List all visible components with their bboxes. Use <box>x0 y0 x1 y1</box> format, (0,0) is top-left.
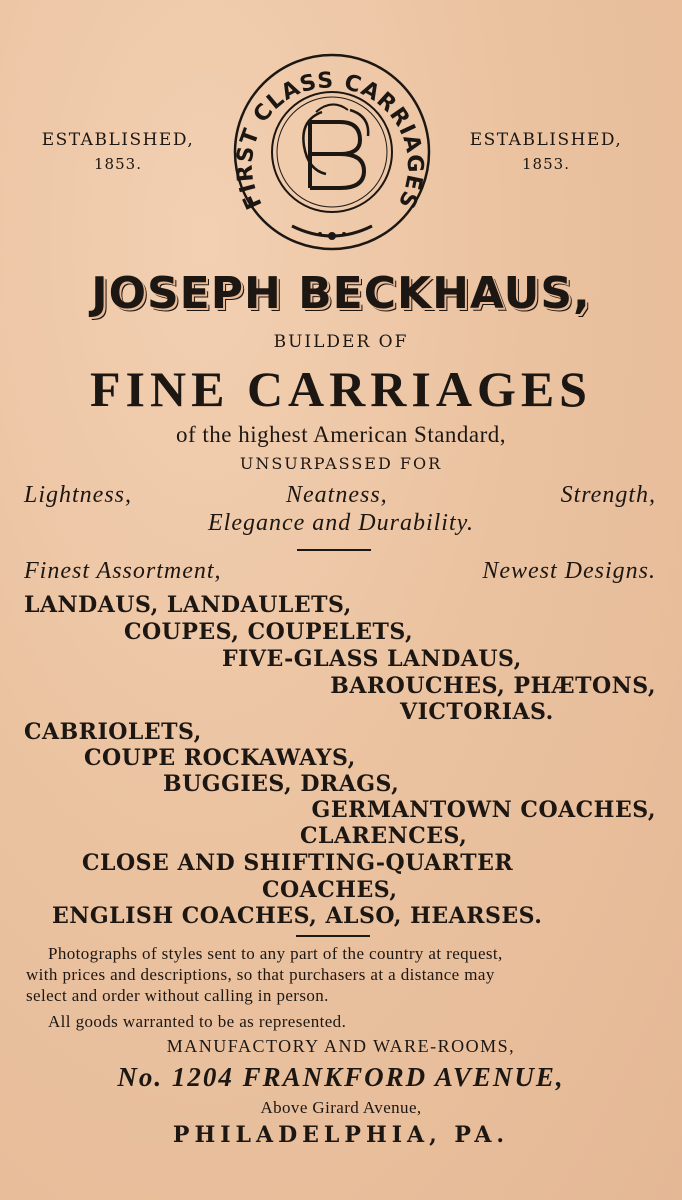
established-left-label: ESTABLISHED, <box>41 130 195 150</box>
above-girard: Above Girard Avenue, <box>260 1098 422 1117</box>
carriage-line: BAROUCHES, PHÆTONS, <box>330 673 656 699</box>
carriage-line: COUPE ROCKAWAYS, <box>84 745 356 771</box>
quality-elegance: Elegance and Durability. <box>208 510 474 536</box>
divider-bottom <box>296 935 370 937</box>
business-name: JOSEPH BECKHAUS, <box>91 268 591 319</box>
carriage-line: BUGGIES, DRAGS, <box>163 771 400 797</box>
fine-carriages-heading: FINE CARRIAGES <box>89 361 592 417</box>
quality-neatness: Neatness, <box>286 482 388 508</box>
seal-logo <box>230 50 435 255</box>
photos-line-3: select and order without calling in person. <box>26 986 329 1005</box>
city-state: PHILADELPHIA, PA. <box>172 1122 510 1148</box>
carriage-line: COUPES, COUPELETS, <box>124 619 414 645</box>
photos-line-2: with prices and descriptions, so that purchasers at a distance may <box>26 965 495 984</box>
photos-line-1: Photographs of styles sent to any part of the country at request, <box>48 944 503 963</box>
carriage-line: COACHES, <box>262 877 398 903</box>
carriage-line: FIVE-GLASS LANDAUS, <box>222 646 522 672</box>
established-right <box>448 128 644 176</box>
carriage-line: LANDAUS, LANDAULETS, <box>24 592 352 618</box>
carriage-line: CLARENCES, <box>300 823 468 849</box>
established-left <box>20 128 216 176</box>
newest-designs: Newest Designs. <box>482 558 656 584</box>
quality-strength: Strength, <box>560 482 656 508</box>
established-right-label: ESTABLISHED, <box>469 130 623 150</box>
builder-of-label: BUILDER OF <box>273 332 409 352</box>
established-right-year: 1853. <box>522 155 570 173</box>
quality-lightness: Lightness, <box>24 482 133 508</box>
carriage-line: ENGLISH COACHES, ALSO, HEARSES. <box>52 903 543 929</box>
established-left-year: 1853. <box>94 155 142 173</box>
street-address: No. 1204 FRANKFORD AVENUE, <box>117 1062 565 1092</box>
manufactory-label: MANUFACTORY AND WARE-ROOMS, <box>166 1036 516 1056</box>
carriage-line: VICTORIAS. <box>400 699 554 725</box>
carriage-line: CLOSE AND SHIFTING-QUARTER <box>82 850 514 876</box>
carriage-line: GERMANTOWN COACHES, <box>311 797 656 823</box>
standard-line: of the highest American Standard, <box>175 422 507 447</box>
unsurpassed-label: UNSURPASSED FOR <box>239 454 443 473</box>
finest-assortment: Finest Assortment, <box>24 558 222 584</box>
divider-top <box>297 549 371 551</box>
carriage-line: CABRIOLETS, <box>24 719 202 745</box>
svg-text:FIRST CLASS CARRIAGES: FIRST CLASS CARRIAGES <box>232 68 428 213</box>
warranted-line: All goods warranted to be as represented. <box>48 1012 347 1031</box>
